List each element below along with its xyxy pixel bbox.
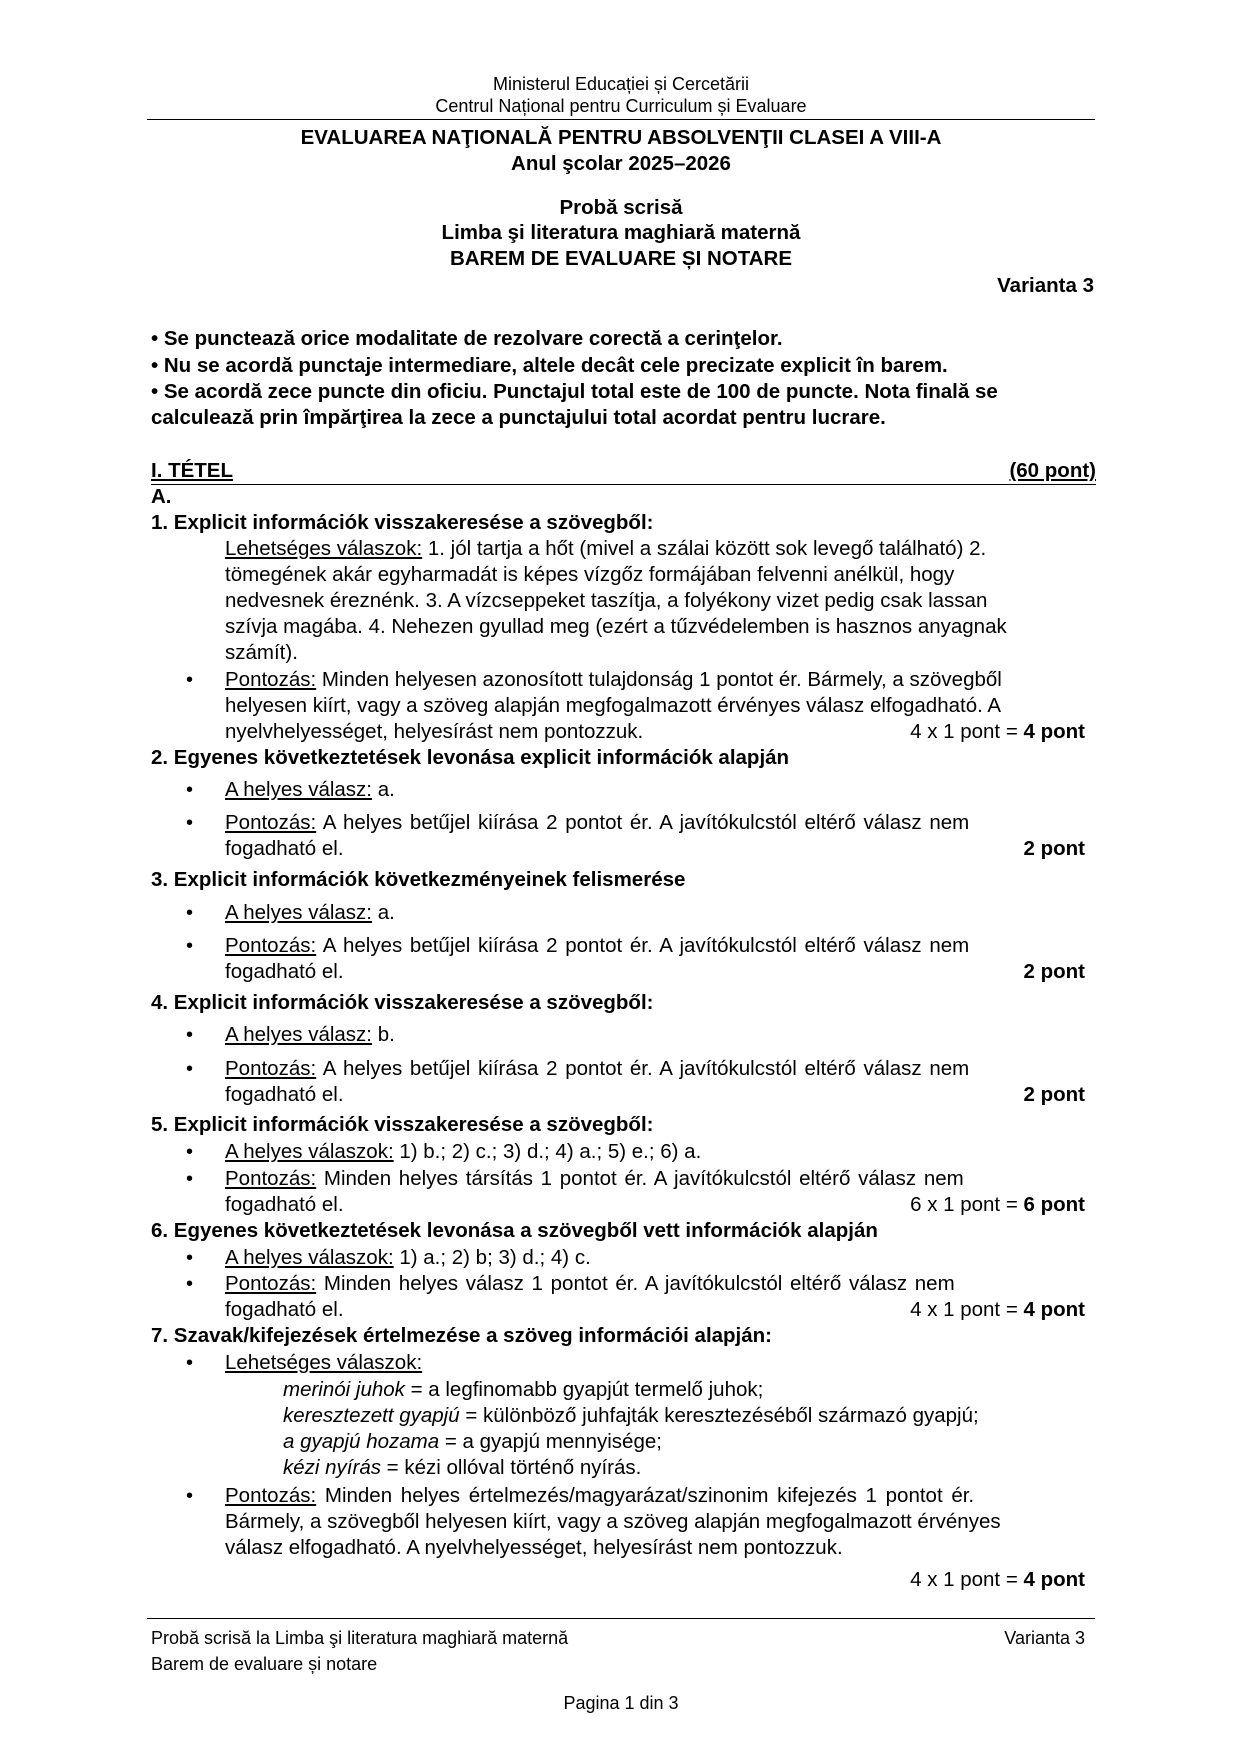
rule-3: • Se acordă zece puncte din oficiu. Punctajul total este de 100 de puncte. Nota finală se <box>151 380 998 403</box>
footer-left-2: Barem de evaluare și notare <box>151 1654 378 1674</box>
q1-pont-2: nyelvhelyességet, helyesírást nem pontozzuk. <box>225 720 644 743</box>
q5-answer: A helyes válaszok: 1) b.; 2) c.; 3) d.; 4) a.; 5) e.; 6) a. <box>225 1140 702 1163</box>
section-sub: A. <box>151 485 172 508</box>
definition-row: kézi nyírás = kézi ollóval történő nyírás. <box>283 1456 642 1479</box>
q6-scoring: Pontozás: Minden helyes válasz 1 pontot ér. A javítókulcstól eltérő válasz nem fogadható el. <box>225 1272 955 1321</box>
section-points: (60 pont) <box>1009 459 1096 482</box>
bullet-icon: • <box>186 1141 194 1163</box>
section-title: I. TÉTEL <box>151 459 233 482</box>
q3-answer: A helyes válasz: a. <box>225 901 395 924</box>
footer-divider <box>147 1618 1095 1619</box>
q4-scoring: Pontozás: A helyes betűjel kiírása 2 pontot ér. A javítókulcstól eltérő válasz nem fogadható el. <box>225 1057 970 1106</box>
bullet-icon: • <box>186 779 194 801</box>
q1-answers <box>225 536 1085 666</box>
q1-score: 4 x 1 pont = 4 pont <box>910 720 1085 743</box>
ministry-name: Ministerul Educației și Cercetării <box>492 74 750 94</box>
q4-answer: A helyes válasz: b. <box>225 1023 395 1046</box>
q1-line-1: tömegének akár egyharmadát is képes vízgőz formájában felvenni anélkül, hogy <box>225 563 955 586</box>
q4-title: 4. Explicit információk visszakeresése a szövegből: <box>151 991 654 1014</box>
page-number: Pagina 1 din 3 <box>563 1693 679 1713</box>
definition-row: merinói juhok = a legfinomabb gyapjút termelő juhok; <box>283 1378 764 1401</box>
rule-1: • Se punctează orice modalitate de rezolvare corectă a cerinţelor. <box>151 327 783 350</box>
q6-title: 6. Egyenes következtetések levonása a szövegből vett információk alapján <box>151 1219 878 1242</box>
q2-answer: A helyes válasz: a. <box>225 778 395 801</box>
rule-3-cont: calculează prin împărţirea la zece a punctajului total acordat pentru lucrare. <box>151 406 886 429</box>
bullet-icon: • <box>186 902 194 924</box>
center-name: Centrul Național pentru Curriculum și Evaluare <box>435 96 807 116</box>
footer-variant: Varianta 3 <box>1004 1628 1085 1648</box>
q2-title: 2. Egyenes következtetések levonása explicit információk alapján <box>151 746 790 769</box>
bullet-icon: • <box>186 812 194 834</box>
header-divider <box>147 119 1095 120</box>
bullet-icon: • <box>186 1168 194 1190</box>
q1-pont-0: Minden helyesen azonosított tulajdonság 1 pontot ér. Bármely, a szövegből <box>316 668 1002 691</box>
bullet-icon: • <box>186 1247 194 1269</box>
bullet-icon: • <box>186 1058 194 1080</box>
bullet-icon: • <box>186 669 194 691</box>
q4-score: 2 pont <box>1023 1083 1085 1106</box>
bullet-icon: • <box>186 1352 194 1374</box>
exam-title: EVALUAREA NAŢIONALĂ PENTRU ABSOLVENŢII CLASEI A VIII-A <box>300 126 942 149</box>
definition-row: a gyapjú hozama = a gyapjú mennyisége; <box>283 1430 662 1453</box>
q2-scoring: Pontozás: A helyes betűjel kiírása 2 pontot ér. A javítókulcstól eltérő válasz nem fogadható el. <box>225 811 970 860</box>
q2-score: 2 pont <box>1023 837 1085 860</box>
footer-left-1: Probă scrisă la Limba şi literatura maghiară maternă <box>151 1628 569 1648</box>
subject-title: Limba şi literatura maghiară maternă <box>441 221 801 244</box>
section-heading <box>151 458 1096 485</box>
q7-title: 7. Szavak/kifejezések értelmezése a szöveg információi alapján: <box>151 1324 773 1347</box>
q7-score: 4 x 1 pont = 4 pont <box>910 1568 1085 1591</box>
barem-title: BAREM DE EVALUARE ȘI NOTARE <box>449 247 793 270</box>
variant-label: Varianta 3 <box>997 274 1094 297</box>
q1-line-2: nedvesnek éreznénk. 3. A vízcseppeket taszítja, a folyékony vizet pedig csak lassan <box>225 589 988 612</box>
bullet-icon: • <box>186 1273 194 1295</box>
q6-score: 4 x 1 pont = 4 pont <box>910 1298 1085 1321</box>
q3-title: 3. Explicit információk következményeinek felismerése <box>151 868 686 891</box>
q5-scoring: Pontozás: Minden helyes társítás 1 pontot ér. A javítókulcstól eltérő válasz nem fogadható el. <box>225 1167 964 1216</box>
q1-line-0: 1. jól tartja a hőt (mivel a szálai között sok levegő található) 2. <box>422 537 987 560</box>
q1-title: 1. Explicit információk visszakeresése a szövegből: <box>151 511 654 534</box>
q1-line-4: számít). <box>225 641 298 664</box>
q5-title: 5. Explicit információk visszakeresése a szövegből: <box>151 1113 654 1136</box>
bullet-icon: • <box>186 1024 194 1046</box>
q6-answer: A helyes válaszok: 1) a.; 2) b; 3) d.; 4) c. <box>225 1246 591 1269</box>
bullet-icon: • <box>186 935 194 957</box>
q3-scoring: Pontozás: A helyes betűjel kiírása 2 pontot ér. A javítókulcstól eltérő válasz nem fogadható el. <box>225 934 970 983</box>
q1-pont-1: helyesen kiírt, vagy a szöveg alapján megfogalmazott érvényes válasz elfogadható. A <box>225 694 1002 717</box>
q1-pont-label: Pontozás: <box>225 668 317 691</box>
rule-2: • Nu se acordă punctaje intermediare, altele decât cele precizate explicit în barem. <box>151 354 948 377</box>
q5-score: 6 x 1 pont = 6 pont <box>910 1193 1085 1216</box>
q7-label: Lehetséges válaszok: <box>225 1351 423 1374</box>
proba-title: Probă scrisă <box>559 196 683 219</box>
definition-row: keresztezett gyapjú = különböző juhfajták keresztezéséből származó gyapjú; <box>283 1404 979 1427</box>
q1-line-3: szívja magába. 4. Nehezen gyullad meg (ezért a tűzvédelemben is hasznos anyagnak <box>225 615 1007 638</box>
q7-defs <box>283 1377 979 1481</box>
q7-scoring: Pontozás: Minden helyes értelmezés/magyarázat/szinonim kifejezés 1 pontot ér. Bármely, a szövegből helyesen kiírt, vagy a szöveg alapján megfogalmazott érvényes válasz elfogadható. A nyelvhelyességet, helyesírást nem pontozzuk. <box>225 1484 1001 1559</box>
school-year: Anul şcolar 2025–2026 <box>511 152 731 175</box>
bullet-icon: • <box>186 1485 194 1507</box>
q3-score: 2 pont <box>1023 960 1085 983</box>
q1-label: Lehetséges válaszok: <box>225 537 423 560</box>
